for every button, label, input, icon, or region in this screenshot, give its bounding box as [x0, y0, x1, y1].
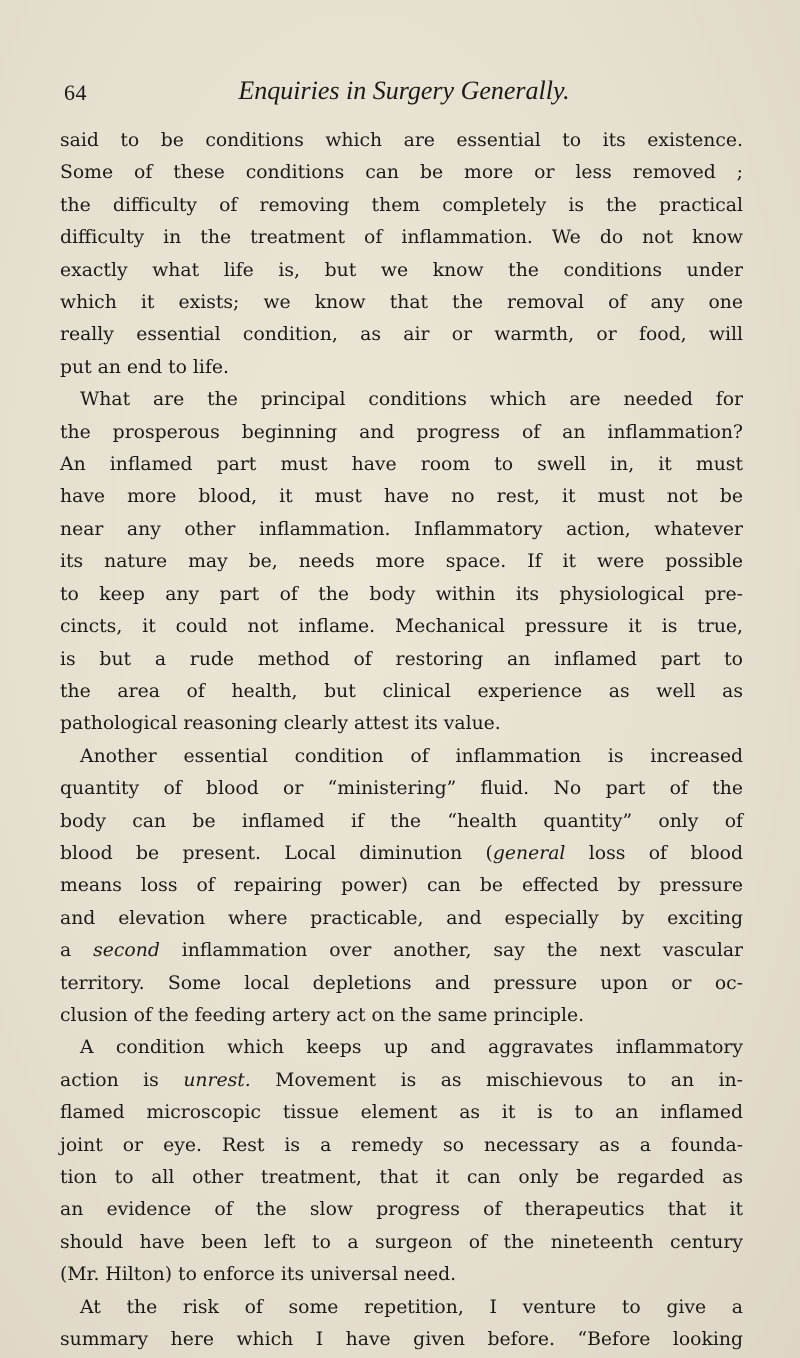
text-line: the difficulty of removing them completely is the practical — [60, 194, 743, 216]
text-line: difficulty in the treatment of inflammation. We do not know — [60, 227, 743, 249]
text-line: At the risk of some repetition, I venture to give a — [80, 1296, 743, 1318]
page-number: 64 — [64, 80, 87, 105]
text-line: territory. Some local depletions and pressure upon or oc- — [60, 972, 743, 994]
text-line: tion to all other treatment, that it can only be regarded as — [60, 1167, 743, 1188]
text-line: Another essential condition of inflammation is increased — [80, 745, 743, 767]
text-line: near any other inflammation. Inflammatory action, whatever — [60, 518, 743, 540]
body-text — [60, 125, 743, 1356]
text-line: really essential condition, as air or warmth, or food, will — [60, 324, 743, 346]
text-line: to keep any part of the body within its physiological pre- — [60, 583, 743, 605]
text-line: What are the principal conditions which are needed for — [80, 389, 743, 411]
italic-word: general — [492, 842, 566, 864]
text-line: pathological reasoning clearly attest its value. — [60, 713, 501, 735]
text-line: body can be inflamed if the “health quantity” only of — [60, 810, 743, 832]
text-line: the prosperous beginning and progress of an inflammation? — [60, 421, 743, 443]
text-line: the area of health, but clinical experience as well as — [60, 680, 743, 702]
text-line: have more blood, it must have no rest, it must not be — [60, 486, 743, 508]
text-line: exactly what life is, but we know the conditions under — [60, 259, 743, 281]
text-line: and elevation where practicable, and especially by exciting — [60, 907, 743, 929]
text-line: which it exists; we know that the removal of any one — [60, 292, 743, 314]
text-line: (Mr. Hilton) to enforce its universal need. — [60, 1264, 457, 1286]
text-line: means loss of repairing power) can be effected by pressure — [60, 875, 743, 897]
text-line: flamed microscopic tissue element as it is to an inflamed — [60, 1102, 743, 1124]
text-line: its nature may be, needs more space. If it were possible — [60, 551, 743, 573]
text-line: joint or eye. Rest is a remedy so necessary as a founda- — [60, 1134, 743, 1156]
text-line: an evidence of the slow progress of therapeutics that it — [60, 1199, 743, 1221]
text-line: blood be present. Local diminution (general loss of blood — [60, 842, 743, 864]
page-header — [64, 70, 744, 110]
text-line: is but a rude method of restoring an inflamed part to — [60, 648, 743, 670]
text-line: cincts, it could not inflame. Mechanical pressure it is true, — [60, 616, 743, 638]
text-line: summary here which I have given before. “Before looking — [60, 1329, 743, 1351]
text-line: a second inflammation over another, say the next vascular — [60, 940, 743, 962]
text-line: An inflamed part must have room to swell in, it must — [60, 454, 743, 476]
text-line: put an end to life. — [60, 356, 229, 378]
text-line: clusion of the feeding artery act on the same principle. — [60, 1004, 585, 1026]
text-line: A condition which keeps up and aggravates inflammatory — [80, 1037, 743, 1059]
running-title: Enquiries in Surgery Generally. — [238, 76, 570, 105]
text-line: Some of these conditions can be more or less removed ; — [60, 162, 743, 184]
text-line: said to be conditions which are essential to its existence. — [60, 130, 743, 151]
text-line: action is unrest. Movement is as mischievous to an in- — [60, 1069, 743, 1091]
italic-word: second — [93, 940, 160, 962]
italic-word: unrest. — [183, 1069, 251, 1091]
text-line: should have been left to a surgeon of the nineteenth century — [60, 1231, 743, 1253]
text-line: quantity of blood or “ministering” fluid. No part of the — [60, 778, 743, 800]
